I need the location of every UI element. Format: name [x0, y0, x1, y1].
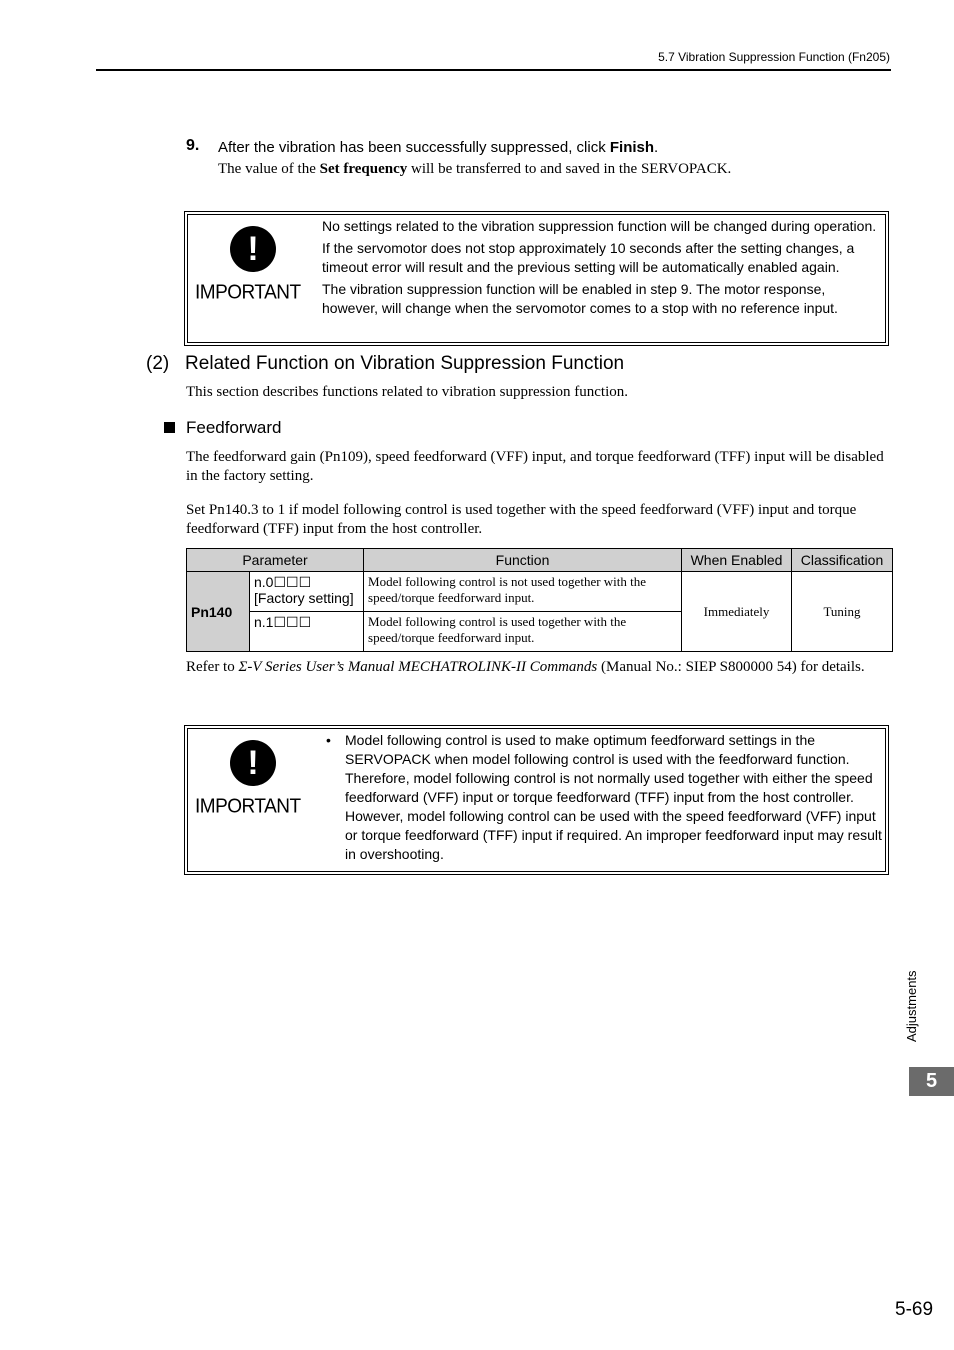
important-text: [322, 217, 878, 321]
section-heading: (2) Related Function on Vibration Suppression Function: [146, 353, 625, 374]
exclamation-icon: !: [230, 740, 276, 786]
section-intro: This section describes functions related to vibration suppression function.: [186, 384, 628, 400]
bullet-icon: •: [326, 732, 331, 748]
finish-keyword: Finish: [609, 139, 655, 156]
step-desc-after: will be transferred to and saved in the SERVOPACK.: [407, 161, 732, 177]
refer-after: (Manual No.: SIEP S800000 54) for details.: [597, 659, 865, 675]
step-text-after: .: [654, 139, 659, 156]
page-number: 5-69: [895, 1299, 934, 1320]
important-text: [322, 731, 884, 864]
important-box: [184, 725, 889, 875]
step-number: 9.: [186, 137, 200, 154]
manual-title: Σ-V Series User’s Manual MECHATROLINK-II Commands: [238, 659, 598, 675]
table-header: When Enabled: [682, 549, 792, 572]
important-label: IMPORTANT: [195, 281, 301, 304]
important-paragraph: If the servomotor does not stop approximately 10 seconds after the setting changes, a timeout error will result and the previous setting will be automatically enabled again.: [322, 240, 855, 275]
feedforward-paragraph: Set Pn140.3 to 1 if model following control is used together with the speed feedforward (VFF) input and torque feedforward (TFF) input from the host controller.: [186, 502, 857, 537]
setting-value: n.0☐☐☐: [254, 574, 312, 590]
important-icon: [195, 222, 301, 304]
when-enabled-cell: Immediately: [682, 572, 792, 652]
setting-cell: [250, 612, 364, 652]
step-description: [218, 161, 731, 178]
table-row: [187, 572, 893, 612]
parameter-cell: Pn140: [187, 572, 250, 652]
parameter-table: [186, 548, 893, 652]
reference-paragraph: [186, 658, 886, 677]
exclamation-icon: !: [230, 226, 276, 272]
bullet-item: [322, 731, 884, 864]
set-frequency-keyword: Set frequency: [319, 161, 408, 177]
table-header-row: [187, 549, 893, 572]
table-header: Parameter: [187, 549, 364, 572]
important-box: [184, 211, 889, 346]
step-desc-before: The value of the: [218, 161, 320, 177]
header-rule: [96, 69, 891, 71]
table-header: Function: [364, 549, 682, 572]
feedforward-heading: Feedforward: [186, 418, 282, 437]
function-cell: Model following control is used together with the speed/torque feedforward input.: [364, 612, 682, 652]
setting-note: [Factory setting]: [254, 590, 354, 606]
important-label: IMPORTANT: [195, 795, 301, 818]
bullet-text: Model following control is used to make optimum feedforward settings in the SERVOPACK when model following control is used with the feedforward function. Therefore, model following control is not normally used together with either the speed feedforward (VFF) input or torque feedforward (TFF) input from the host controller. However, model following control can be used with the speed feedforward (VFF) input or torque feedforward (TFF) input if required. An improper feedforward input may result in overshooting.: [345, 732, 882, 862]
important-paragraph: The vibration suppression function will be enabled in step 9. The motor response, however, will change when the servomotor comes to a stop with no reference input.: [322, 281, 838, 316]
chapter-side-label: Adjustments: [904, 970, 919, 1042]
chapter-tab: 5: [909, 1067, 954, 1096]
running-header: 5.7 Vibration Suppression Function (Fn205): [658, 50, 890, 64]
step-text-before: After the vibration has been successfully suppressed, click: [218, 139, 610, 156]
square-bullet-icon: [164, 422, 175, 433]
classification-cell: Tuning: [792, 572, 893, 652]
feedforward-paragraph: The feedforward gain (Pn109), speed feedforward (VFF) input, and torque feedforward (TFF) input will be disabled in the factory setting.: [186, 449, 884, 484]
refer-before: Refer to: [186, 659, 239, 675]
table-header: Classification: [792, 549, 893, 572]
setting-value: n.1☐☐☐: [254, 614, 312, 630]
important-paragraph: No settings related to the vibration suppression function will be changed during operation.: [322, 218, 877, 234]
function-cell: Model following control is not used together with the speed/torque feedforward input.: [364, 572, 682, 612]
step-instruction: [218, 139, 658, 156]
setting-cell: [250, 572, 364, 612]
important-icon: [195, 736, 301, 818]
